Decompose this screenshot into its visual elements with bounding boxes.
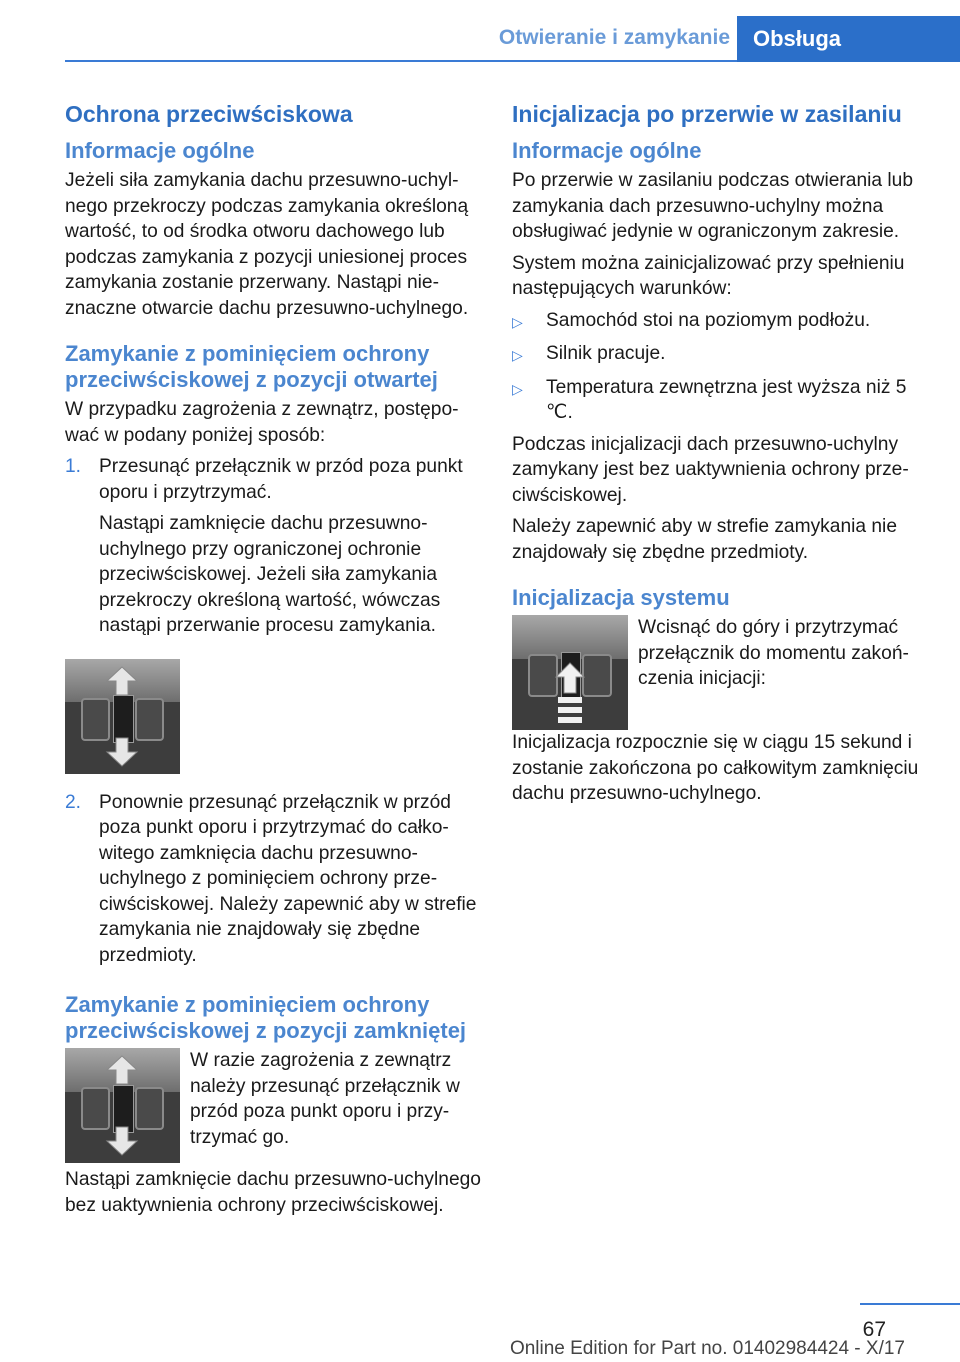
switch-illustration [65, 1048, 180, 1163]
init-figure-block [512, 615, 932, 730]
paragraph-system-action: Wcisnąć do góry i przytrzymać przełącznik do momentu zakończenia inicjacji: [638, 617, 909, 689]
paragraph-general: Jeżeli siła zamykania dachu przesuwno-uchylnego przekroczy podczas zamykania określoną wartość, to od środka otworu dachowego lub podczas zamykania z pozycji uniesionej proces zamykania zostanie przerwany. Nastąpi nieznaczne otwarcie dachu przesuwno-uchylnego. [65, 170, 469, 319]
triangle-bullet-icon: ▷ [512, 313, 523, 330]
left-column [65, 100, 485, 1224]
section-title-initialization: Inicjalizacja po przerwie w zasilaniu [512, 101, 902, 127]
paragraph-general-right: Po przerwie w zasilaniu podczas otwierania lub zamykania dach przesuwno-uchylny można obsługiwać jedynie w ograniczonym zakresie. [512, 170, 914, 242]
condition-item [512, 308, 932, 336]
paragraph-closed-result: Nastąpi zamknięcie dachu przesuwno-uchylnego bez uaktywnienia ochrony przeciwściskowej. [65, 1169, 481, 1216]
switch-press-illustration [512, 615, 628, 730]
subheading-system-init: Inicjalizacja systemu [512, 585, 730, 610]
condition-text: Samochód stoi na poziomym podłożu. [546, 309, 871, 331]
right-column [512, 100, 932, 813]
condition-item [512, 375, 932, 426]
paragraph-closed-action: W razie zagrożenia z zewnątrz należy przesunąć przełącznik w przód poza punkt oporu i przytrzymać go. [190, 1050, 460, 1148]
subheading-closing-open: Zamykanie z pominięciem ochrony przeciwściskowej z pozycji otwartej [65, 341, 438, 392]
step-1-result: Nastąpi zamknięcie dachu przesuwno-uchylnego przy ograniczonej ochronie przeciwściskowej. Jeżeli siła zamykania przekroczy określoną wartość, wówczas nastąpi przerwanie procesu zamykania. [99, 513, 441, 636]
header-section-title: Otwieranie i zamykanie [498, 26, 730, 49]
condition-text: Temperatura zewnętrzna jest wyższa niż 5 ℃. [546, 376, 907, 423]
page-number: 67 [862, 1318, 886, 1341]
paragraph-clear-note: Należy zapewnić aby w strefie zamykania nie znajdowały się zbędne przedmioty. [512, 516, 897, 563]
step-1-action: Przesunąć przełącznik w przód poza punkt oporu i przytrzymać. [99, 456, 463, 503]
triangle-bullet-icon: ▷ [512, 380, 523, 397]
header-chapter-tab: Obsługa [737, 16, 960, 62]
subheading-general-right: Informacje ogólne [512, 138, 702, 163]
step-2-number: 2. [65, 791, 82, 813]
triangle-bullet-icon: ▷ [512, 347, 523, 363]
step-2 [65, 790, 485, 975]
condition-text: Silnik pracuje. [546, 343, 666, 364]
paragraph-init-note: Podczas inicjalizacji dach przesuwno-uchylny zamykany jest bez uaktywnienia ochrony przeciwściskowej. [512, 433, 909, 506]
switch-illustration [65, 659, 180, 774]
subheading-general: Informacje ogólne [65, 138, 255, 163]
step-1-number: 1. [65, 456, 82, 477]
page-number-rule [860, 1303, 960, 1305]
paragraph-open-intro: W przypadku zagrożenia z zewnątrz, postępować w podany poniżej sposób: [65, 399, 459, 446]
section-title-anti-trap: Ochrona przeciwściskowa [65, 101, 353, 127]
subheading-closing-closed: Zamykanie z pominięciem ochrony przeciwściskowej z pozycji zamkniętej [65, 992, 467, 1043]
closed-figure-block [65, 1048, 485, 1163]
step-2-action: Ponownie przesunąć przełącznik w przód poza punkt oporu i przytrzymać do całkowitego zamknięcia dachu przesuwno-uchylnego z pominięciem ochrony przeciwściskowej. Należy zapewnić aby w strefie zamykania nie znajdowały się zbędne przedmioty. [99, 791, 477, 966]
footer-edition: Online Edition for Part no. 01402984424 - X/17 [509, 1338, 905, 1359]
step-1 [65, 454, 485, 645]
condition-item [512, 341, 932, 369]
paragraph-conditions-intro: System można zainicjalizować przy spełnieniu następujących warunków: [512, 252, 905, 299]
paragraph-system-result: Inicjalizacja rozpocznie się w ciągu 15 sekund i zostanie zakończona po całkowitym zamknięciu dachu przesuwno-uchylnego. [512, 732, 919, 804]
